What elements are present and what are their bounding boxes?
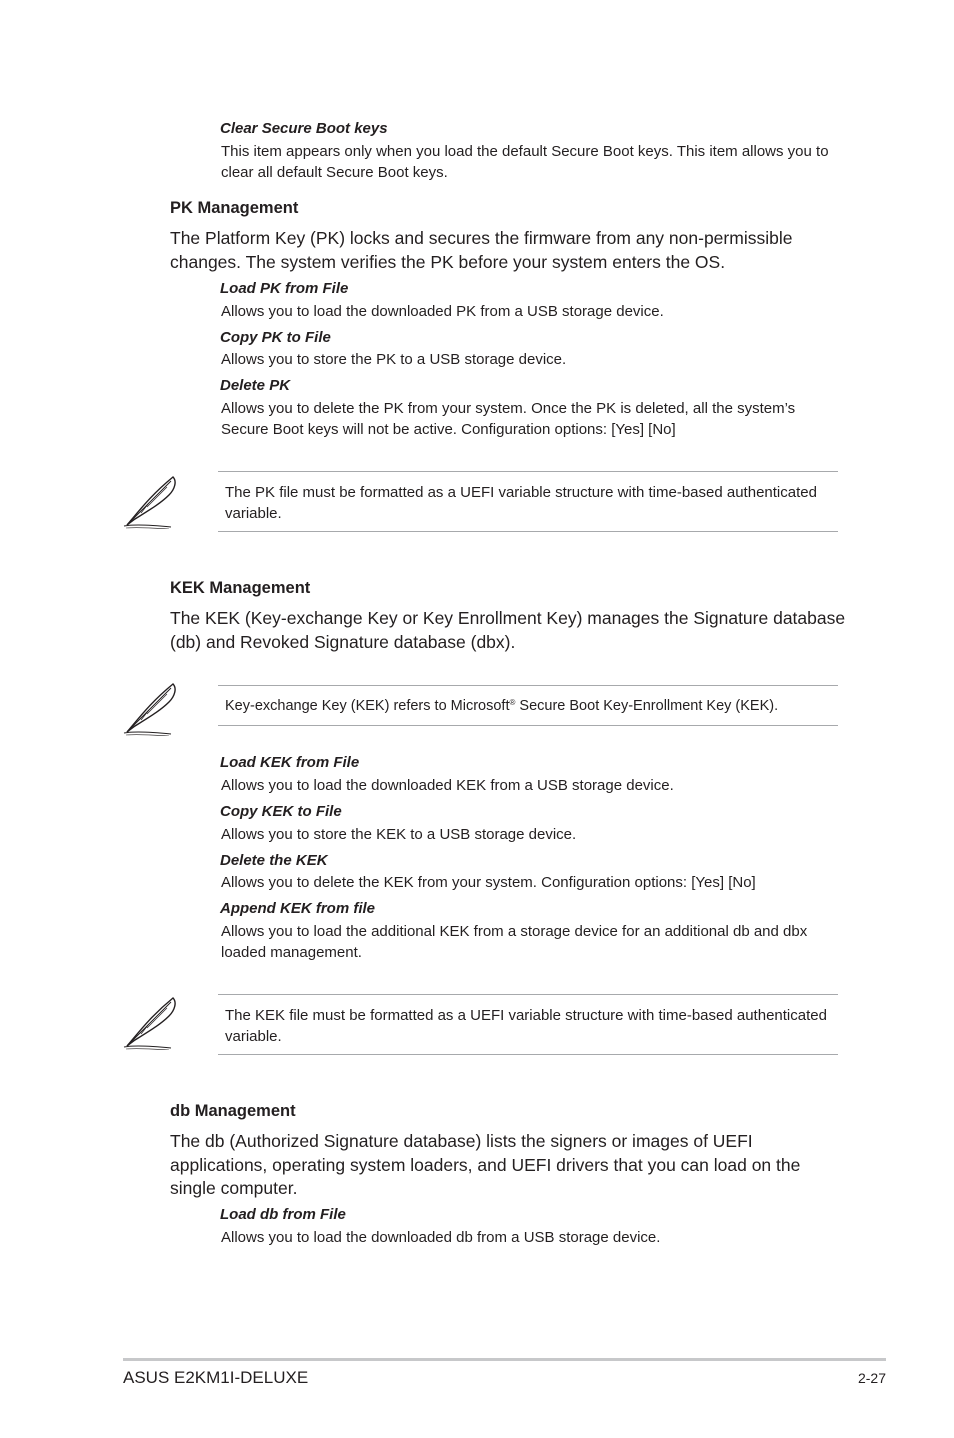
item-desc-load-kek: Allows you to load the downloaded KEK from a USB storage device. xyxy=(221,777,674,794)
item-title-delete-pk: Delete PK xyxy=(220,377,291,394)
item-title-copy-kek: Copy KEK to File xyxy=(220,803,342,820)
item-desc-append-kek: Allows you to load the additional KEK from a storage device for an additional db and dbx loaded management. xyxy=(221,923,808,961)
section-desc-kek: The KEK (Key-exchange Key or Key Enrollment Key) manages the Signature database (db) and Revoked Signature database (dbx). xyxy=(170,608,846,652)
section-title-kek: KEK Management xyxy=(170,579,311,597)
note-text-kek-a: Key-exchange Key (KEK) refers to Microsoft xyxy=(225,698,510,714)
section-desc-pk: The Platform Key (PK) locks and secures the firmware from any non-permissible changes. The system verifies the PK before your system enters the OS. xyxy=(170,228,793,272)
note-box-kek-definition xyxy=(218,685,838,726)
section-title-pk: PK Management xyxy=(170,199,299,217)
item-title-delete-kek: Delete the KEK xyxy=(220,852,328,869)
note-text-kek-format: The KEK file must be formatted as a UEFI variable structure with time-based authenticated variable. xyxy=(225,1007,827,1045)
item-title-load-db: Load db from File xyxy=(220,1206,346,1223)
item-title-clear-secure-boot-keys: Clear Secure Boot keys xyxy=(220,120,388,137)
footer-page-number: 2-27 xyxy=(857,1370,886,1386)
note-box-kek-format xyxy=(218,994,838,1055)
item-desc-copy-pk: Allows you to store the PK to a USB storage device. xyxy=(221,351,567,368)
registered-mark: ® xyxy=(509,698,516,707)
note-text-kek-b: Secure Boot Key-Enrollment Key (KEK). xyxy=(515,698,779,714)
footer-product-name: ASUS E2KM1I-DELUXE xyxy=(123,1368,309,1387)
note-box-pk xyxy=(218,471,838,532)
feather-quill-icon xyxy=(121,994,181,1050)
item-desc-load-db: Allows you to load the downloaded db from a USB storage device. xyxy=(221,1229,661,1246)
item-title-copy-pk: Copy PK to File xyxy=(220,329,331,346)
item-desc-delete-kek: Allows you to delete the KEK from your system. Configuration options: [Yes] [No] xyxy=(221,874,756,891)
footer-divider xyxy=(123,1358,886,1361)
section-desc-db: The db (Authorized Signature database) lists the signers or images of UEFI applications, operating system loaders, and UEFI drivers that you can load on the single computer. xyxy=(170,1131,801,1198)
feather-quill-icon xyxy=(121,680,181,736)
section-title-db: db Management xyxy=(170,1102,296,1120)
note-text-kek-definition xyxy=(218,696,837,717)
item-title-load-kek: Load KEK from File xyxy=(220,754,360,771)
item-title-load-pk: Load PK from File xyxy=(220,280,349,297)
item-desc-load-pk: Allows you to load the downloaded PK from a USB storage device. xyxy=(221,303,664,320)
item-desc-clear-secure-boot-keys: This item appears only when you load the default Secure Boot keys. This item allows you to clear all default Secure Boot keys. xyxy=(221,143,829,181)
item-desc-copy-kek: Allows you to store the KEK to a USB storage device. xyxy=(221,826,577,843)
item-desc-delete-pk: Allows you to delete the PK from your system. Once the PK is deleted, all the system’s Secure Boot keys will not be active. Configuration options: [Yes] [No] xyxy=(221,400,796,438)
note-text-pk: The PK file must be formatted as a UEFI variable structure with time-based authenticated variable. xyxy=(225,484,817,522)
item-title-append-kek: Append KEK from file xyxy=(220,900,376,917)
feather-quill-icon xyxy=(121,473,181,529)
